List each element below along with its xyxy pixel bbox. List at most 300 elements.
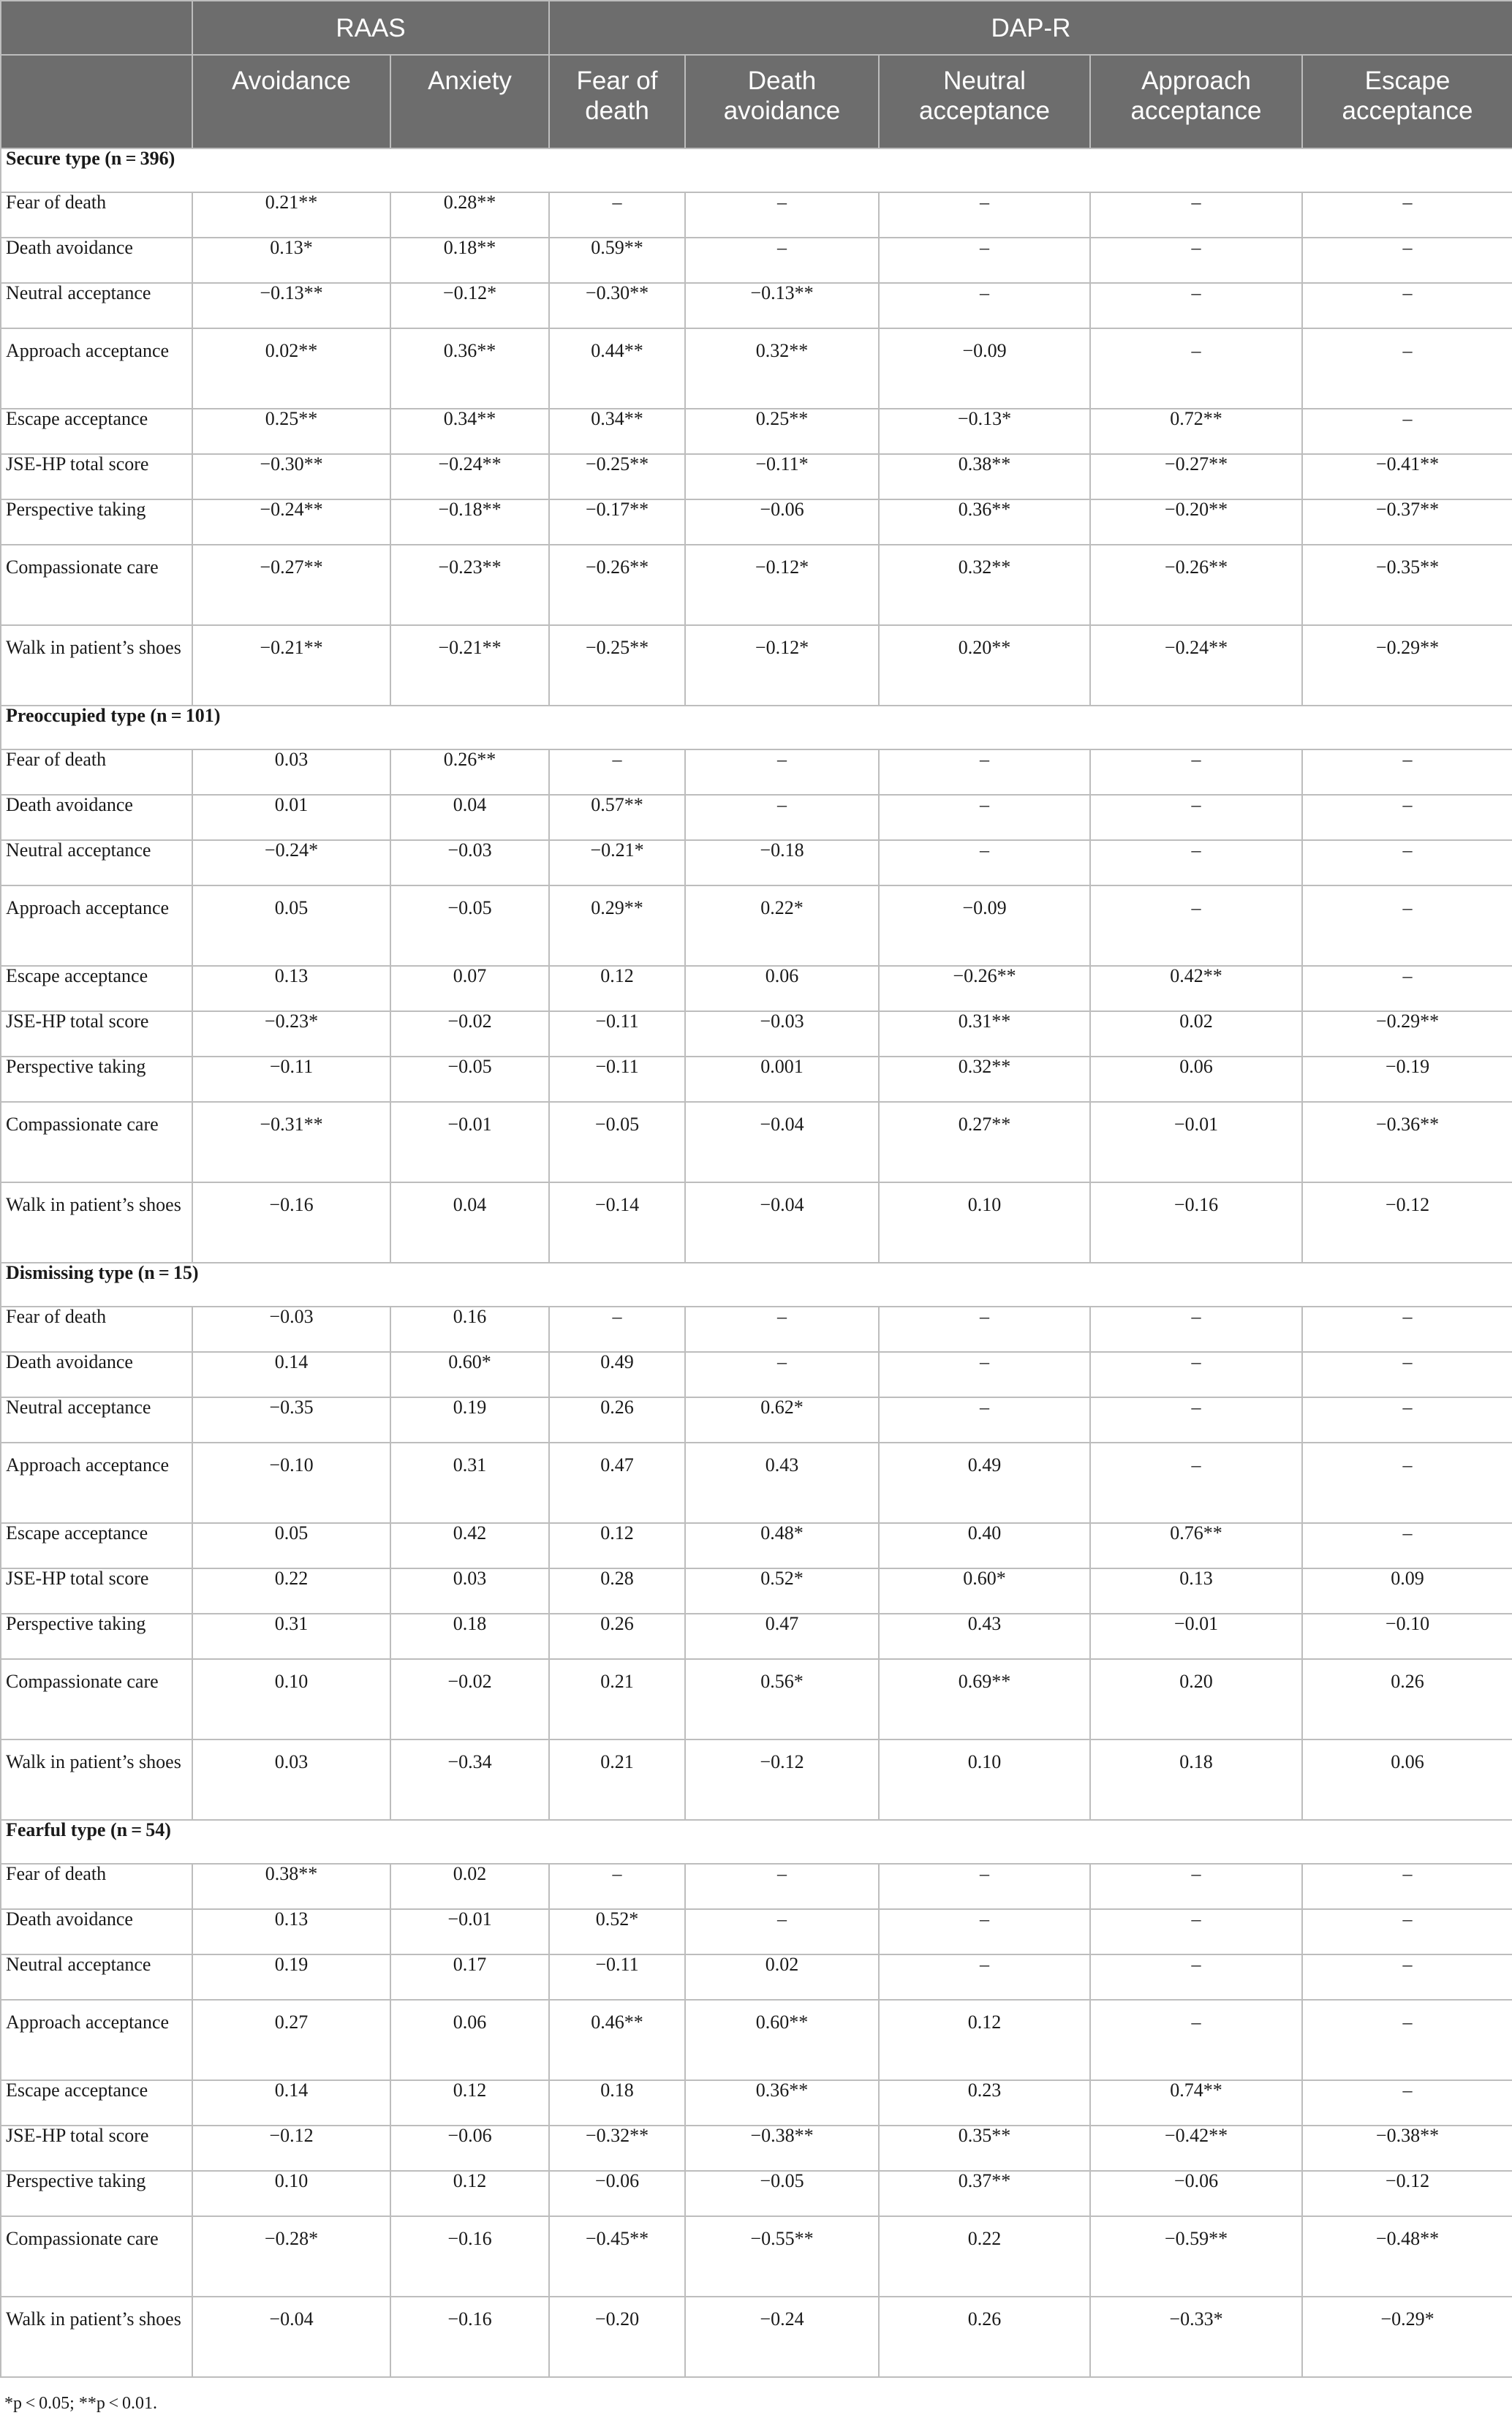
table-cell: 0.60*: [390, 1352, 549, 1397]
table-cell: −0.24: [685, 2297, 879, 2377]
table-cell: 0.25**: [685, 409, 879, 454]
table-cell: –: [879, 1909, 1090, 1954]
table-cell: 0.12: [390, 2080, 549, 2126]
table-cell: 0.05: [192, 1523, 390, 1568]
table-cell: 0.10: [879, 1739, 1090, 1820]
table-cell: 0.14: [192, 2080, 390, 2126]
table-cell: 0.32**: [879, 1057, 1090, 1102]
table-cell: –: [1302, 749, 1512, 795]
table-cell: –: [1302, 840, 1512, 885]
header-group-dapr: DAP-R: [549, 1, 1512, 55]
table-cell: –: [1090, 885, 1302, 966]
table-cell: 0.10: [879, 1182, 1090, 1263]
section-title: Fearful type (n = 54): [1, 1820, 1512, 1864]
table-cell: −0.04: [192, 2297, 390, 2377]
table-cell: −0.11*: [685, 454, 879, 499]
table-cell: −0.42**: [1090, 2126, 1302, 2171]
table-cell: −0.32**: [549, 2126, 685, 2171]
table-cell: 0.28**: [390, 192, 549, 238]
table-cell: –: [1302, 885, 1512, 966]
table-row: [1, 2297, 1512, 2377]
table-cell: −0.35**: [1302, 545, 1512, 625]
section-title: Secure type (n = 396): [1, 148, 1512, 192]
table-row: [1, 1614, 1512, 1659]
table-cell: 0.42**: [1090, 966, 1302, 1011]
table-cell: 0.74**: [1090, 2080, 1302, 2126]
table-cell: 0.46**: [549, 2000, 685, 2080]
table-cell: −0.14: [549, 1182, 685, 1263]
row-label: Compassionate care: [1, 1659, 192, 1739]
row-label: Escape acceptance: [1, 2080, 192, 2126]
table-cell: 0.25**: [192, 409, 390, 454]
table-cell: −0.16: [1090, 1182, 1302, 1263]
table-cell: –: [685, 238, 879, 283]
table-cell: −0.03: [685, 1011, 879, 1057]
table-cell: −0.16: [192, 1182, 390, 1263]
table-cell: –: [1090, 1443, 1302, 1523]
table-cell: 0.59**: [549, 238, 685, 283]
table-cell: 0.27**: [879, 1102, 1090, 1182]
table-cell: 0.19: [192, 1954, 390, 2000]
table-cell: –: [1090, 1954, 1302, 2000]
table-row: [1, 1523, 1512, 1568]
table-row: [1, 1011, 1512, 1057]
table-cell: 0.32**: [879, 545, 1090, 625]
table-cell: −0.26**: [1090, 545, 1302, 625]
table-cell: 0.31: [192, 1614, 390, 1659]
table-cell: –: [1302, 238, 1512, 283]
table-cell: 0.29**: [549, 885, 685, 966]
table-row: [1, 328, 1512, 409]
table-cell: –: [1302, 1352, 1512, 1397]
table-cell: −0.21*: [549, 840, 685, 885]
table-cell: −0.11: [549, 1011, 685, 1057]
table-cell: –: [879, 283, 1090, 328]
table-cell: −0.12: [192, 2126, 390, 2171]
row-label: Escape acceptance: [1, 966, 192, 1011]
table-row: [1, 2080, 1512, 2126]
table-cell: –: [879, 1352, 1090, 1397]
table-row: [1, 454, 1512, 499]
table-cell: −0.24**: [390, 454, 549, 499]
column-header: Approach acceptance: [1090, 55, 1302, 148]
table-cell: 0.12: [549, 1523, 685, 1568]
header-corner-sub: [1, 55, 192, 148]
table-row: [1, 1102, 1512, 1182]
table-cell: –: [879, 1864, 1090, 1909]
table-row: [1, 1659, 1512, 1739]
row-label: Approach acceptance: [1, 1443, 192, 1523]
table-cell: −0.26**: [879, 966, 1090, 1011]
table-cell: 0.27: [192, 2000, 390, 2080]
table-cell: –: [1302, 283, 1512, 328]
table-row: [1, 2216, 1512, 2297]
table-cell: –: [879, 238, 1090, 283]
table-cell: 0.02: [685, 1954, 879, 2000]
table-cell: –: [685, 1307, 879, 1352]
table-cell: –: [1090, 2000, 1302, 2080]
table-cell: –: [549, 192, 685, 238]
table-cell: −0.05: [549, 1102, 685, 1182]
row-label: Walk in patient’s shoes: [1, 1182, 192, 1263]
table-cell: −0.23*: [192, 1011, 390, 1057]
table-cell: −0.04: [685, 1102, 879, 1182]
table-row: [1, 885, 1512, 966]
table-row: [1, 238, 1512, 283]
table-cell: –: [879, 840, 1090, 885]
table-cell: −0.16: [390, 2216, 549, 2297]
table-cell: 0.05: [192, 885, 390, 966]
table-cell: −0.26**: [549, 545, 685, 625]
table-cell: −0.38**: [1302, 2126, 1512, 2171]
table-row: [1, 545, 1512, 625]
row-label: Walk in patient’s shoes: [1, 1739, 192, 1820]
table-cell: −0.59**: [1090, 2216, 1302, 2297]
table-cell: 0.43: [879, 1614, 1090, 1659]
table-cell: −0.30**: [192, 454, 390, 499]
table-row: [1, 1864, 1512, 1909]
table-cell: 0.16: [390, 1307, 549, 1352]
table-cell: –: [879, 749, 1090, 795]
table-cell: 0.10: [192, 1659, 390, 1739]
table-cell: 0.13: [192, 1909, 390, 1954]
table-cell: –: [685, 1352, 879, 1397]
table-cell: –: [1090, 192, 1302, 238]
table-cell: −0.21**: [390, 625, 549, 706]
row-label: Neutral acceptance: [1, 1954, 192, 2000]
table-cell: −0.38**: [685, 2126, 879, 2171]
table-cell: −0.55**: [685, 2216, 879, 2297]
table-cell: 0.36**: [390, 328, 549, 409]
table-cell: 0.69**: [879, 1659, 1090, 1739]
header-group-row: [1, 1, 1512, 55]
row-label: Walk in patient’s shoes: [1, 2297, 192, 2377]
table-cell: −0.23**: [390, 545, 549, 625]
table-cell: 0.12: [549, 966, 685, 1011]
significance-footnote: *p < 0.05; **p < 0.01.: [4, 2394, 157, 2413]
table-cell: 0.18: [549, 2080, 685, 2126]
table-cell: −0.48**: [1302, 2216, 1512, 2297]
row-label: Perspective taking: [1, 1614, 192, 1659]
table-cell: −0.20: [549, 2297, 685, 2377]
table-cell: −0.09: [879, 328, 1090, 409]
table-cell: −0.01: [1090, 1614, 1302, 1659]
table-row: [1, 1909, 1512, 1954]
table-cell: –: [1302, 2080, 1512, 2126]
table-cell: 0.52*: [549, 1909, 685, 1954]
column-header: Avoidance: [192, 55, 390, 148]
table-cell: −0.33*: [1090, 2297, 1302, 2377]
table-cell: 0.62*: [685, 1397, 879, 1443]
table-cell: –: [685, 749, 879, 795]
table-cell: 0.10: [192, 2171, 390, 2216]
table-cell: 0.13: [192, 966, 390, 1011]
table-cell: –: [1090, 1307, 1302, 1352]
table-cell: 0.22: [879, 2216, 1090, 2297]
table-cell: −0.37**: [1302, 499, 1512, 545]
table-cell: 0.49: [879, 1443, 1090, 1523]
table-cell: 0.52*: [685, 1568, 879, 1614]
table-row: [1, 1057, 1512, 1102]
table-cell: −0.16: [390, 2297, 549, 2377]
table-row: [1, 409, 1512, 454]
table-cell: −0.02: [390, 1011, 549, 1057]
table-cell: 0.31**: [879, 1011, 1090, 1057]
table-cell: 0.12: [879, 2000, 1090, 2080]
header-corner: [1, 1, 192, 55]
table-cell: –: [685, 795, 879, 840]
table-cell: −0.19: [1302, 1057, 1512, 1102]
table-cell: 0.37**: [879, 2171, 1090, 2216]
table-cell: –: [879, 1307, 1090, 1352]
table-cell: 0.09: [1302, 1568, 1512, 1614]
table-cell: 0.72**: [1090, 409, 1302, 454]
table-cell: 0.21**: [192, 192, 390, 238]
table-cell: 0.23: [879, 2080, 1090, 2126]
table-cell: −0.13**: [685, 283, 879, 328]
section-title: Dismissing type (n = 15): [1, 1263, 1512, 1307]
table-row: [1, 1352, 1512, 1397]
table-cell: 0.26: [879, 2297, 1090, 2377]
table-cell: 0.36**: [879, 499, 1090, 545]
table-cell: –: [685, 1864, 879, 1909]
table-cell: 0.26: [1302, 1659, 1512, 1739]
table-cell: 0.42: [390, 1523, 549, 1568]
table-cell: 0.18**: [390, 238, 549, 283]
table-cell: 0.43: [685, 1443, 879, 1523]
table-cell: –: [1090, 795, 1302, 840]
row-label: Fear of death: [1, 192, 192, 238]
table-cell: −0.04: [685, 1182, 879, 1263]
table-cell: −0.45**: [549, 2216, 685, 2297]
table-cell: –: [1302, 1864, 1512, 1909]
table-cell: −0.11: [549, 1954, 685, 2000]
table-cell: −0.30**: [549, 283, 685, 328]
table-cell: −0.12: [1302, 2171, 1512, 2216]
table-cell: –: [1090, 1397, 1302, 1443]
column-header: Death avoidance: [685, 55, 879, 148]
table-cell: –: [549, 1864, 685, 1909]
table-cell: –: [1090, 840, 1302, 885]
table-row: [1, 625, 1512, 706]
table-cell: –: [685, 1909, 879, 1954]
table-cell: 0.38**: [192, 1864, 390, 1909]
table-cell: –: [1302, 1523, 1512, 1568]
table-cell: 0.47: [685, 1614, 879, 1659]
table-row: [1, 2126, 1512, 2171]
table-cell: 0.02**: [192, 328, 390, 409]
table-cell: −0.09: [879, 885, 1090, 966]
table-cell: –: [1302, 1909, 1512, 1954]
row-label: JSE-HP total score: [1, 1011, 192, 1057]
row-label: Compassionate care: [1, 1102, 192, 1182]
table-cell: 0.03: [192, 749, 390, 795]
table-cell: 0.26: [549, 1614, 685, 1659]
column-header: Anxiety: [390, 55, 549, 148]
table-row: [1, 499, 1512, 545]
table-cell: –: [1090, 1909, 1302, 1954]
table-cell: –: [1090, 1352, 1302, 1397]
table-cell: 0.35**: [879, 2126, 1090, 2171]
table-cell: –: [1090, 328, 1302, 409]
column-header: Escape acceptance: [1302, 55, 1512, 148]
row-label: JSE-HP total score: [1, 2126, 192, 2171]
table-cell: –: [1090, 283, 1302, 328]
row-label: Approach acceptance: [1, 328, 192, 409]
table-cell: –: [1302, 192, 1512, 238]
table-cell: 0.03: [390, 1568, 549, 1614]
table-cell: −0.10: [192, 1443, 390, 1523]
table-cell: 0.12: [390, 2171, 549, 2216]
section-header-row: [1, 148, 1512, 192]
table-cell: −0.03: [192, 1307, 390, 1352]
table-cell: 0.32**: [685, 328, 879, 409]
table-cell: −0.12*: [685, 625, 879, 706]
table-cell: 0.57**: [549, 795, 685, 840]
table-cell: 0.21: [549, 1739, 685, 1820]
table-cell: 0.20: [1090, 1659, 1302, 1739]
table-cell: –: [1302, 966, 1512, 1011]
table-cell: −0.17**: [549, 499, 685, 545]
table-cell: –: [1302, 1954, 1512, 2000]
table-cell: −0.21**: [192, 625, 390, 706]
table-cell: 0.02: [1090, 1011, 1302, 1057]
table-cell: −0.10: [1302, 1614, 1512, 1659]
table-cell: 0.60**: [685, 2000, 879, 2080]
table-cell: 0.34**: [390, 409, 549, 454]
column-header: Neutral acceptance: [879, 55, 1090, 148]
table-cell: 0.17: [390, 1954, 549, 2000]
table-row: [1, 1307, 1512, 1352]
table-cell: −0.25**: [549, 625, 685, 706]
table-cell: 0.21: [549, 1659, 685, 1739]
table-cell: –: [1302, 328, 1512, 409]
table-cell: –: [1302, 1307, 1512, 1352]
table-cell: 0.34**: [549, 409, 685, 454]
table-row: [1, 192, 1512, 238]
header-column-row: [1, 55, 1512, 148]
table-cell: 0.40: [879, 1523, 1090, 1568]
row-label: Perspective taking: [1, 499, 192, 545]
table-cell: –: [1302, 1397, 1512, 1443]
table-cell: −0.02: [390, 1659, 549, 1739]
row-label: Escape acceptance: [1, 1523, 192, 1568]
table-cell: –: [1090, 238, 1302, 283]
row-label: Approach acceptance: [1, 885, 192, 966]
table-cell: −0.20**: [1090, 499, 1302, 545]
table-cell: −0.35: [192, 1397, 390, 1443]
table-cell: −0.41**: [1302, 454, 1512, 499]
table-cell: 0.22*: [685, 885, 879, 966]
table-cell: 0.60*: [879, 1568, 1090, 1614]
table-cell: −0.13*: [879, 409, 1090, 454]
table-cell: −0.24**: [192, 499, 390, 545]
row-label: Approach acceptance: [1, 2000, 192, 2080]
table-cell: −0.05: [390, 885, 549, 966]
row-label: Walk in patient’s shoes: [1, 625, 192, 706]
table-cell: −0.36**: [1302, 1102, 1512, 1182]
table-cell: 0.76**: [1090, 1523, 1302, 1568]
table-cell: −0.27**: [1090, 454, 1302, 499]
section-title: Preoccupied type (n = 101): [1, 706, 1512, 749]
table-cell: −0.18: [685, 840, 879, 885]
row-label: Fear of death: [1, 749, 192, 795]
table-row: [1, 1182, 1512, 1263]
table-row: [1, 840, 1512, 885]
table-cell: –: [879, 1397, 1090, 1443]
table-cell: 0.20**: [879, 625, 1090, 706]
table-cell: 0.13: [1090, 1568, 1302, 1614]
table-cell: 0.26**: [390, 749, 549, 795]
table-row: [1, 1397, 1512, 1443]
table-cell: −0.25**: [549, 454, 685, 499]
table-cell: −0.12: [685, 1739, 879, 1820]
table-cell: 0.49: [549, 1352, 685, 1397]
table-row: [1, 283, 1512, 328]
table-cell: −0.05: [390, 1057, 549, 1102]
table-cell: −0.29*: [1302, 2297, 1512, 2377]
section-header-row: [1, 1820, 1512, 1864]
row-label: Death avoidance: [1, 238, 192, 283]
table-cell: 0.01: [192, 795, 390, 840]
table-cell: −0.13**: [192, 283, 390, 328]
table-body: [1, 148, 1512, 2377]
table-cell: 0.06: [685, 966, 879, 1011]
table-cell: −0.11: [192, 1057, 390, 1102]
table-cell: 0.18: [1090, 1739, 1302, 1820]
table-cell: 0.18: [390, 1614, 549, 1659]
table-row: [1, 1568, 1512, 1614]
row-label: Neutral acceptance: [1, 1397, 192, 1443]
table-cell: −0.06: [549, 2171, 685, 2216]
table-row: [1, 966, 1512, 1011]
table-cell: –: [1090, 749, 1302, 795]
table-cell: 0.36**: [685, 2080, 879, 2126]
table-cell: –: [879, 192, 1090, 238]
row-label: JSE-HP total score: [1, 454, 192, 499]
table-cell: 0.26: [549, 1397, 685, 1443]
table-cell: 0.02: [390, 1864, 549, 1909]
table-row: [1, 2000, 1512, 2080]
table-cell: –: [1302, 2000, 1512, 2080]
row-label: Neutral acceptance: [1, 283, 192, 328]
table-cell: −0.29**: [1302, 1011, 1512, 1057]
row-label: Compassionate care: [1, 545, 192, 625]
section-header-row: [1, 706, 1512, 749]
table-cell: 0.001: [685, 1057, 879, 1102]
row-label: Escape acceptance: [1, 409, 192, 454]
row-label: Neutral acceptance: [1, 840, 192, 885]
table-cell: –: [1302, 1443, 1512, 1523]
table-row: [1, 1443, 1512, 1523]
table-cell: −0.01: [390, 1909, 549, 1954]
table-cell: 0.31: [390, 1443, 549, 1523]
table-cell: 0.44**: [549, 328, 685, 409]
table-cell: 0.56*: [685, 1659, 879, 1739]
table-cell: 0.19: [390, 1397, 549, 1443]
table-cell: −0.28*: [192, 2216, 390, 2297]
table-cell: –: [1090, 1864, 1302, 1909]
table-cell: −0.29**: [1302, 625, 1512, 706]
section-header-row: [1, 1263, 1512, 1307]
table-cell: −0.03: [390, 840, 549, 885]
table-cell: 0.07: [390, 966, 549, 1011]
table-cell: −0.24**: [1090, 625, 1302, 706]
row-label: Fear of death: [1, 1307, 192, 1352]
table-cell: 0.14: [192, 1352, 390, 1397]
row-label: Death avoidance: [1, 795, 192, 840]
table-cell: –: [1302, 795, 1512, 840]
